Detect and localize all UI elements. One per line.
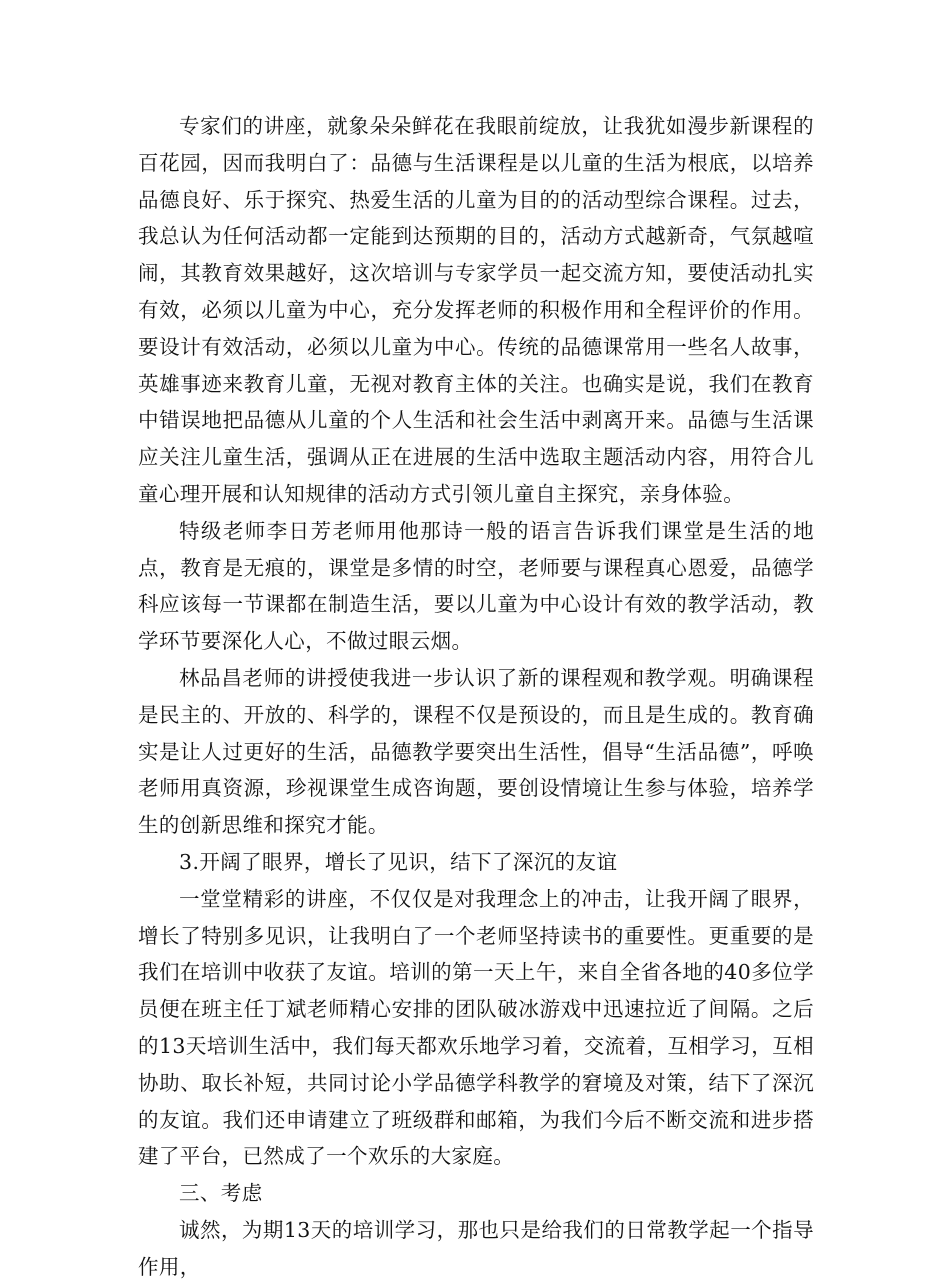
- document-body: [138, 108, 814, 1286]
- paragraph-li-rifang: 特级老师李日芳老师用他那诗一般的语言告诉我们课堂是生活的地点，教育是无痕的，课堂是多情的时空，老师要与课程真心恩爱，品德学科应该每一节课都在制造生活，要以儿童为中心设计有效的教学活动，教学环节要深化人心，不做过眼云烟。: [138, 518, 814, 654]
- paragraph-friendship: 一堂堂精彩的讲座，不仅仅是对我理念上的冲击，让我开阔了眼界，增长了特别多见识，让我明白了一个老师坚持读书的重要性。更重要的是我们在培训中收获了友谊。培训的第一天上午，来自全省各地的40多位学员便在班主任丁斌老师精心安排的团队破冰游戏中迅速拉近了间隔。之后的13天培训生活中，我们每天都欢乐地学习着，交流着，互相学习，互相协助、取长补短，共同讨论小学品德学科教学的窘境及对策，结下了深沉的友谊。我们还申请建立了班级群和邮箱，为我们今后不断交流和进步搭建了平台，已然成了一个欢乐的大家庭。: [138, 886, 814, 1169]
- paragraph-expert-lectures: 专家们的讲座，就象朵朵鲜花在我眼前绽放，让我犹如漫步新课程的百花园，因而我明白了：品德与生活课程是以儿童的生活为根底，以培养品德良好、乐于探究、热爱生活的儿童为目的的活动型综合课程。过去，我总认为任何活动都一定能到达预期的目的，活动方式越新奇，气氛越喧闹，其教育效果越好，这次培训与专家学员一起交流方知，要使活动扎实有效，必须以儿童为中心，充分发挥老师的积极作用和全程评价的作用。要设计有效活动，必须以儿童为中心。传统的品德课常用一些名人故事，英雄事迹来教育儿童，无视对教育主体的关注。也确实是说，我们在教育中错误地把品德从儿童的个人生活和社会生活中剥离开来。品德与生活课应关注儿童生活，强调从正在进展的生活中选取主题活动内容，用符合儿童心理开展和认知规律的活动方式引领儿童自主探究，亲身体验。: [138, 114, 814, 506]
- section-heading-reflection: 三、考虑: [179, 1181, 263, 1206]
- paragraph-lin-pinchang: 林品昌老师的讲授使我进一步认识了新的课程观和教学观。明确课程是民主的、开放的、科学的，课程不仅是预设的，而且是生成的。教育确实是让人过更好的生活，品德教学要突出生活性，倡导“生活品德”，呼唤老师用真资源，珍视课堂生成咨询题，要创设情境让生参与体验，培养学生的创新思维和探究才能。: [138, 665, 814, 838]
- section-heading-3: 3.开阔了眼界，增长了见识，结下了深沉的友谊: [179, 849, 618, 874]
- paragraph-reflection-start: 诚然，为期13天的培训学习，那也只是给我们的日常教学起一个指导作用，: [138, 1217, 814, 1279]
